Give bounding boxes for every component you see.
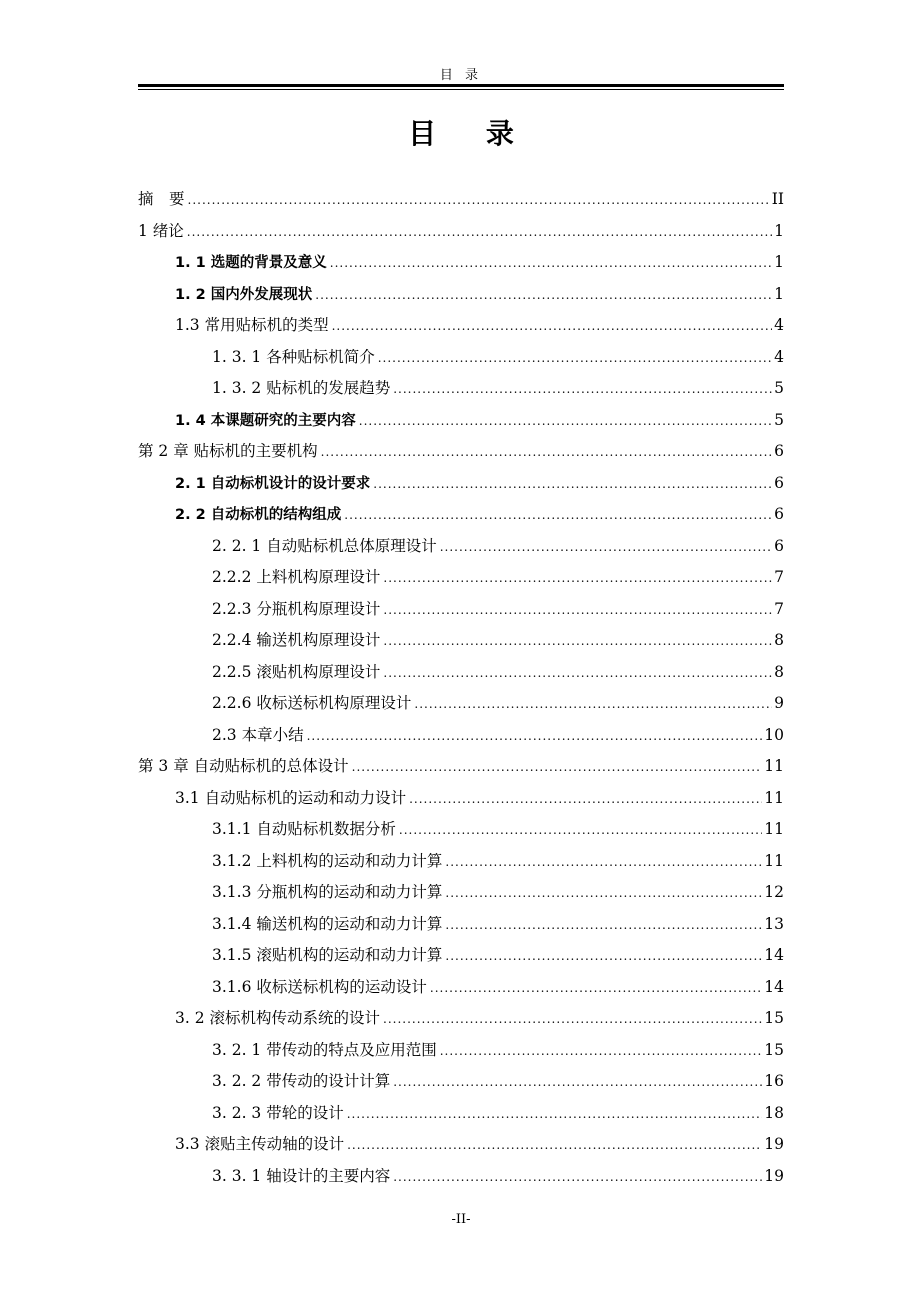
toc-entry[interactable] <box>138 625 784 657</box>
header-rule-thin <box>138 89 784 90</box>
toc-entry-title: 2.2.4 输送机构原理设计 <box>212 631 381 649</box>
toc-entry-title: 1 绪论 <box>138 221 184 240</box>
toc-entry-title: 3.1 自动贴标机的运动和动力设计 <box>175 788 407 807</box>
toc-entry-page: 4 <box>774 347 784 366</box>
toc-entry-title: 3. 2. 3 带轮的设计 <box>212 1103 344 1122</box>
toc-entry-title: 2. 1 自动标机设计的设计要求 <box>175 475 371 492</box>
toc-entry-page: 11 <box>764 820 784 838</box>
toc-entry-title: 3.1.3 分瓶机构的运动和动力计算 <box>212 883 443 901</box>
toc-entry[interactable] <box>138 279 784 311</box>
toc-entry[interactable] <box>138 562 784 594</box>
toc-entry[interactable] <box>138 688 784 720</box>
toc-entry-page: 8 <box>774 631 784 649</box>
toc-entry[interactable] <box>138 783 784 815</box>
toc-entry-page: 6 <box>774 536 784 555</box>
toc-dot-leader <box>344 500 772 532</box>
toc-entry-title: 3.1.6 收标送标机构的运动设计 <box>212 977 427 996</box>
toc-dot-leader <box>383 1004 762 1036</box>
toc-entry-page: 19 <box>764 1135 784 1153</box>
toc-entry-title: 2.3 本章小结 <box>212 725 304 744</box>
toc-entry-page: 9 <box>774 694 784 712</box>
toc-dot-leader <box>187 217 772 249</box>
toc-entry-page: II <box>771 190 784 208</box>
toc-dot-leader <box>352 752 763 784</box>
toc-entry[interactable] <box>138 436 784 468</box>
toc-dot-leader <box>383 626 772 658</box>
toc-dot-leader <box>373 469 772 501</box>
toc-entry[interactable] <box>138 405 784 437</box>
table-of-contents <box>138 184 784 1192</box>
toc-entry-page: 11 <box>764 757 784 775</box>
toc-entry[interactable] <box>138 877 784 909</box>
toc-dot-leader <box>445 941 762 973</box>
toc-entry-page: 13 <box>764 914 784 933</box>
running-header: 目 录 <box>439 68 483 83</box>
toc-dot-leader <box>383 563 772 595</box>
toc-entry-page: 14 <box>764 977 784 996</box>
toc-entry[interactable] <box>138 972 784 1004</box>
toc-entry-title: 3. 2. 2 带传动的设计计算 <box>212 1072 391 1090</box>
toc-entry-title: 第 2 章 贴标机的主要机构 <box>138 442 318 460</box>
toc-dot-leader <box>440 532 772 564</box>
toc-dot-leader <box>347 1099 763 1131</box>
toc-entry[interactable] <box>138 814 784 846</box>
toc-dot-leader <box>440 1036 763 1068</box>
toc-entry[interactable] <box>138 1161 784 1193</box>
toc-entry-title: 3.1.5 滚贴机构的运动和动力计算 <box>212 946 443 964</box>
toc-entry-title: 1. 3. 2 贴标机的发展趋势 <box>212 379 391 397</box>
toc-entry-page: 11 <box>764 851 784 870</box>
toc-entry-title: 2. 2 自动标机的结构组成 <box>175 507 342 523</box>
toc-entry-page: 12 <box>764 883 784 901</box>
toc-entry[interactable] <box>138 909 784 941</box>
toc-entry-title: 2.2.3 分瓶机构原理设计 <box>212 599 381 618</box>
toc-entry[interactable] <box>138 1066 784 1098</box>
toc-entry-title: 2.2.2 上料机构原理设计 <box>212 568 381 586</box>
toc-entry-page: 1 <box>774 253 784 271</box>
toc-entry-title: 2.2.6 收标送标机构原理设计 <box>212 694 412 712</box>
toc-entry-page: 4 <box>774 316 784 334</box>
toc-entry[interactable] <box>138 247 784 279</box>
toc-entry-page: 1 <box>774 221 784 240</box>
toc-entry-page: 11 <box>764 788 784 807</box>
toc-entry[interactable] <box>138 342 784 374</box>
toc-entry-page: 8 <box>774 662 784 681</box>
toc-entry-title: 3. 2. 1 带传动的特点及应用范围 <box>212 1040 437 1059</box>
toc-entry-title: 3. 2 滚标机构传动系统的设计 <box>175 1009 381 1027</box>
page-number: -II- <box>451 1212 471 1227</box>
toc-entry[interactable] <box>138 373 784 405</box>
toc-dot-leader <box>393 1067 762 1099</box>
toc-entry-title: 2. 2. 1 自动贴标机总体原理设计 <box>212 536 437 555</box>
toc-entry-page: 5 <box>774 410 784 429</box>
toc-dot-leader <box>430 973 762 1005</box>
toc-entry-title: 1. 3. 1 各种贴标机简介 <box>212 347 375 366</box>
page-title: 目 录 <box>408 117 534 150</box>
toc-dot-leader <box>347 1130 762 1162</box>
toc-entry-page: 14 <box>764 946 784 964</box>
toc-dot-leader <box>307 721 763 753</box>
toc-entry[interactable] <box>138 184 784 216</box>
toc-dot-leader <box>393 1162 762 1194</box>
toc-dot-leader <box>445 878 762 910</box>
toc-entry-title: 3.1.1 自动贴标机数据分析 <box>212 820 396 838</box>
toc-entry[interactable] <box>138 310 784 342</box>
toc-entry-page: 5 <box>774 379 784 397</box>
toc-entry[interactable] <box>138 657 784 689</box>
toc-entry[interactable] <box>138 216 784 248</box>
toc-entry[interactable] <box>138 720 784 752</box>
toc-entry[interactable] <box>138 940 784 972</box>
toc-dot-leader <box>332 311 773 343</box>
toc-entry[interactable] <box>138 468 784 500</box>
toc-entry-title: 摘 要 <box>138 190 185 208</box>
toc-entry-page: 7 <box>774 568 784 586</box>
toc-dot-leader <box>445 910 762 942</box>
toc-dot-leader <box>383 658 772 690</box>
toc-dot-leader <box>383 595 772 627</box>
toc-entry-page: 1 <box>774 284 784 303</box>
toc-entry-title: 1. 2 国内外发展现状 <box>175 286 313 303</box>
toc-entry-title: 第 3 章 自动贴标机的总体设计 <box>138 757 349 775</box>
toc-entry-page: 19 <box>764 1166 784 1185</box>
toc-dot-leader <box>399 815 762 847</box>
toc-dot-leader <box>321 437 772 469</box>
toc-entry-page: 15 <box>764 1009 784 1027</box>
toc-entry-title: 3. 3. 1 轴设计的主要内容 <box>212 1166 391 1185</box>
toc-entry-title: 3.1.4 输送机构的运动和动力计算 <box>212 914 443 933</box>
toc-entry-page: 15 <box>764 1040 784 1059</box>
toc-dot-leader <box>378 343 772 375</box>
toc-entry[interactable] <box>138 1098 784 1130</box>
toc-dot-leader <box>330 248 772 280</box>
toc-entry[interactable] <box>138 499 784 531</box>
toc-entry[interactable] <box>138 751 784 783</box>
toc-entry[interactable] <box>138 1129 784 1161</box>
toc-dot-leader <box>445 847 762 879</box>
toc-entry-title: 1. 1 选题的背景及意义 <box>175 255 327 271</box>
toc-dot-leader <box>409 784 762 816</box>
toc-dot-leader <box>315 280 772 312</box>
toc-entry-title: 3.1.2 上料机构的运动和动力计算 <box>212 851 443 870</box>
toc-entry-page: 6 <box>774 473 784 492</box>
toc-entry-page: 6 <box>774 442 784 460</box>
header-rule-thick <box>138 84 784 87</box>
toc-entry[interactable] <box>138 1003 784 1035</box>
toc-dot-leader <box>393 374 772 406</box>
toc-entry-page: 16 <box>764 1072 784 1090</box>
toc-entry[interactable] <box>138 594 784 626</box>
toc-entry[interactable] <box>138 531 784 563</box>
toc-entry[interactable] <box>138 846 784 878</box>
toc-dot-leader <box>359 406 772 438</box>
toc-entry-page: 7 <box>774 599 784 618</box>
toc-entry-page: 6 <box>774 505 784 523</box>
toc-dot-leader <box>414 689 772 721</box>
toc-entry-page: 10 <box>764 725 784 744</box>
toc-entry[interactable] <box>138 1035 784 1067</box>
toc-entry-title: 2.2.5 滚贴机构原理设计 <box>212 662 381 681</box>
toc-entry-title: 3.3 滚贴主传动轴的设计 <box>175 1135 345 1153</box>
toc-entry-title: 1. 4 本课题研究的主要内容 <box>175 412 356 429</box>
toc-entry-title: 1.3 常用贴标机的类型 <box>175 316 329 334</box>
toc-dot-leader <box>188 185 770 217</box>
toc-entry-page: 18 <box>764 1103 784 1122</box>
